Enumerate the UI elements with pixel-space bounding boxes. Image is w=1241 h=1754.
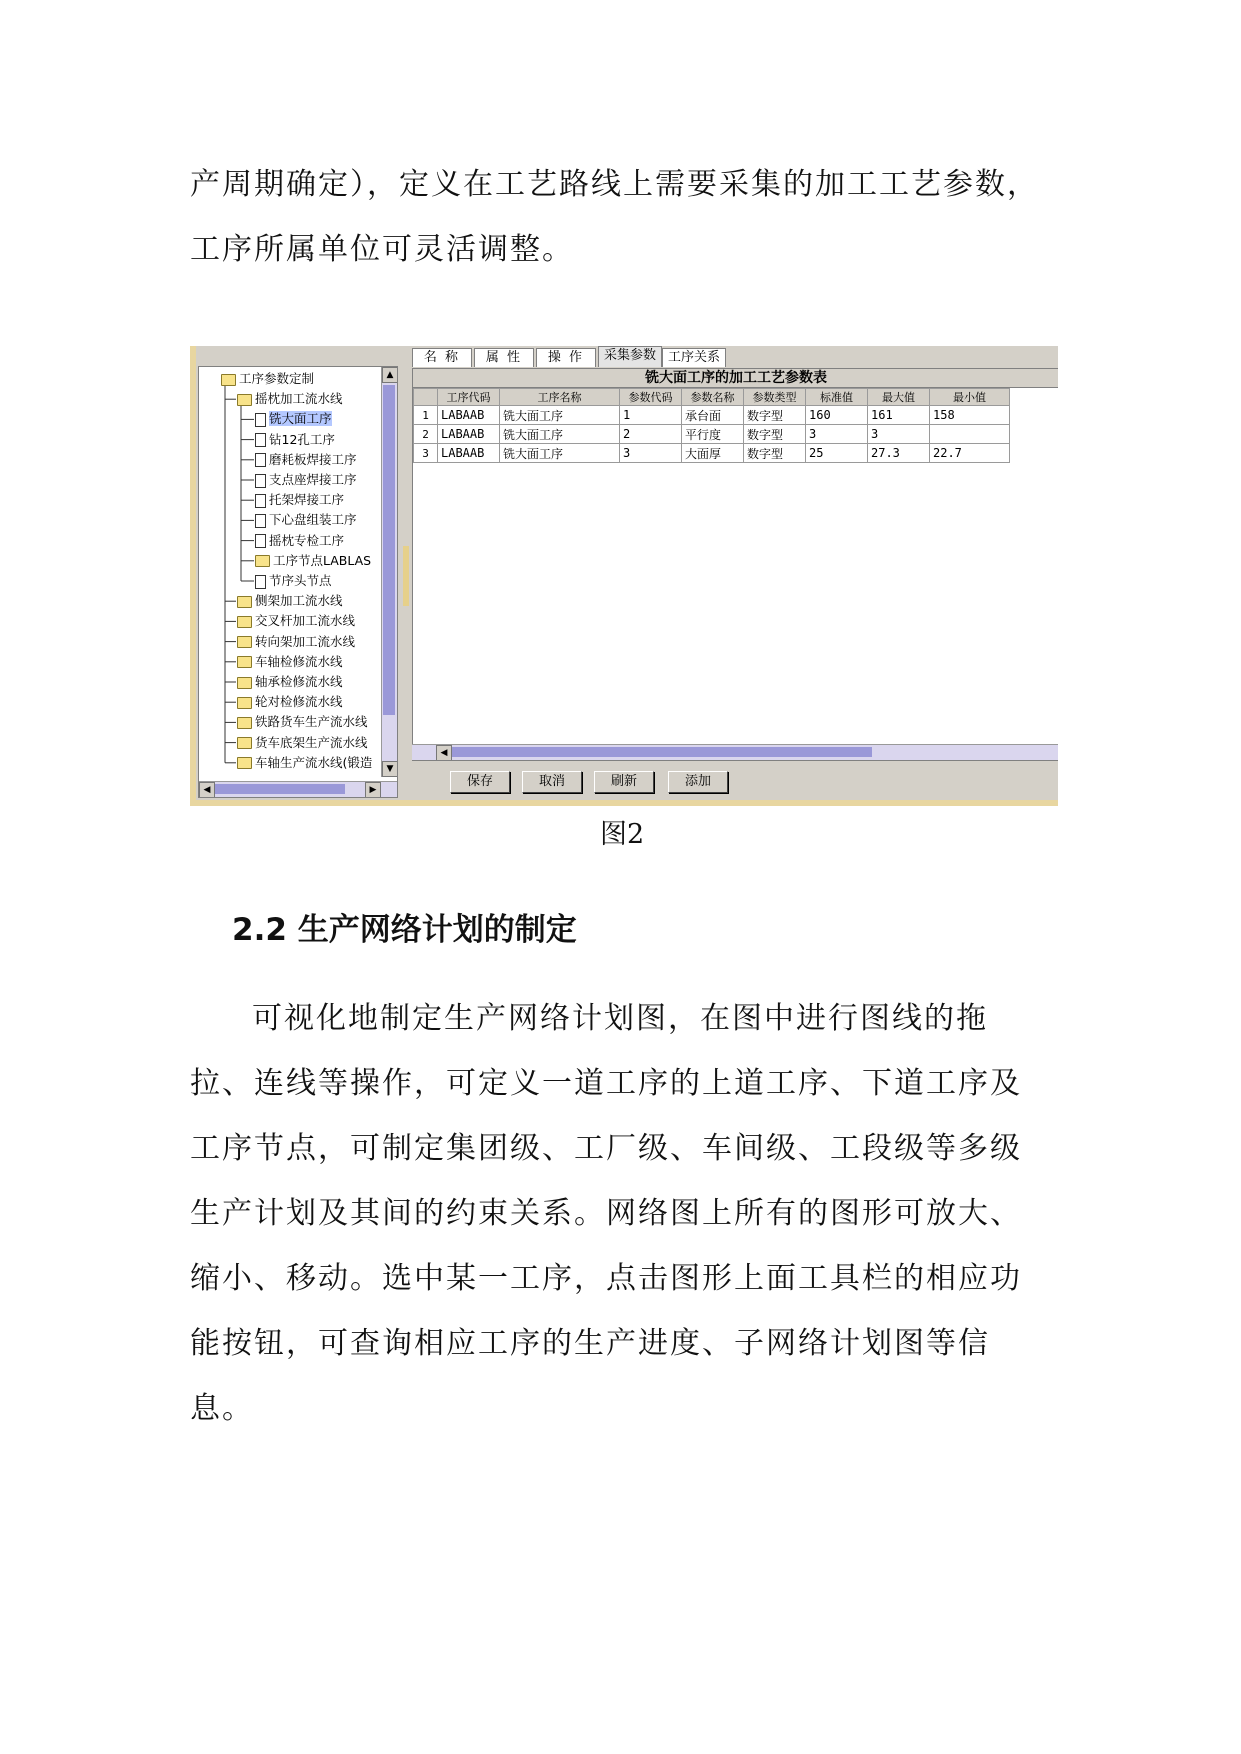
- tree-item-label: 摇枕加工流水线: [255, 391, 343, 407]
- tree-item-label: 转向架加工流水线: [255, 633, 356, 649]
- folder-icon: [221, 374, 236, 386]
- table-cell[interactable]: 铣大面工序: [500, 406, 620, 425]
- table-cell[interactable]: 25: [806, 444, 868, 463]
- grid-column-header[interactable]: 工序代码: [438, 389, 500, 406]
- table-cell[interactable]: 铣大面工序: [500, 425, 620, 444]
- tree-item-label: 侧架加工流水线: [255, 593, 343, 609]
- table-row[interactable]: [414, 425, 1010, 444]
- tree-item[interactable]: [237, 712, 368, 732]
- figure-caption: 图2: [600, 819, 645, 850]
- splitter-grip[interactable]: [403, 546, 409, 606]
- tree-item[interactable]: [255, 490, 344, 510]
- section-heading: 2.2 生产网络计划的制定: [232, 912, 577, 948]
- params-grid: [412, 368, 1058, 762]
- tree-item[interactable]: [237, 652, 343, 672]
- document-icon: [255, 514, 266, 528]
- tree-item[interactable]: [255, 571, 332, 591]
- scroll-right-icon[interactable]: ▶: [365, 782, 381, 798]
- screenshot-figure: [190, 346, 1058, 806]
- tree-item[interactable]: [255, 450, 357, 470]
- row-number: 2: [414, 425, 438, 444]
- tree-item-label: 钻12孔工序: [269, 431, 335, 447]
- table-cell[interactable]: 3: [868, 425, 930, 444]
- tree-item[interactable]: [237, 733, 368, 753]
- tree-item-label: 磨耗板焊接工序: [269, 451, 357, 467]
- tree-item[interactable]: [221, 369, 314, 389]
- grid-column-header[interactable]: 最大值: [868, 389, 930, 406]
- folder-icon: [237, 394, 252, 406]
- tree-item-label: 货车底架生产流水线: [255, 734, 368, 750]
- grid-column-header[interactable]: 工序名称: [500, 389, 620, 406]
- params-table: [413, 388, 1010, 463]
- tab-operation[interactable]: 操 作: [536, 348, 596, 367]
- tree-item[interactable]: [255, 510, 357, 530]
- add-button[interactable]: 添加: [668, 771, 728, 793]
- folder-icon: [237, 616, 252, 628]
- tree-item[interactable]: [237, 611, 355, 631]
- tree-item[interactable]: [255, 430, 335, 450]
- table-cell[interactable]: 数字型: [744, 444, 806, 463]
- button-bar: [412, 760, 1058, 801]
- table-cell[interactable]: LABAAB: [438, 425, 500, 444]
- tree-item-label: 下心盘组装工序: [269, 512, 357, 528]
- row-number: 1: [414, 406, 438, 425]
- tree-item[interactable]: [255, 409, 332, 429]
- table-cell[interactable]: 承台面: [682, 406, 744, 425]
- table-cell[interactable]: 27.3: [868, 444, 930, 463]
- table-cell[interactable]: 3: [620, 444, 682, 463]
- folder-icon: [237, 677, 252, 689]
- table-cell[interactable]: LABAAB: [438, 406, 500, 425]
- tree-item-label: 车轴检修流水线: [255, 653, 343, 669]
- scroll-up-icon[interactable]: ▲: [382, 367, 398, 383]
- tree-item[interactable]: [237, 692, 343, 712]
- document-icon: [255, 413, 266, 427]
- folder-icon: [237, 737, 252, 749]
- folder-icon: [237, 656, 252, 668]
- tree-item-label: 轮对检修流水线: [255, 694, 343, 710]
- tree-horizontal-scrollbar[interactable]: [199, 781, 397, 797]
- grid-column-header[interactable]: 参数类型: [744, 389, 806, 406]
- tree-vertical-scrollbar[interactable]: [381, 367, 397, 777]
- document-icon: [255, 474, 266, 488]
- document-icon: [255, 575, 266, 589]
- tab-collect-params[interactable]: 采集参数: [598, 346, 662, 367]
- scroll-down-icon[interactable]: ▼: [382, 761, 398, 777]
- table-cell[interactable]: LABAAB: [438, 444, 500, 463]
- tree-item-label: 托架焊接工序: [269, 492, 345, 508]
- grid-title: 铣大面工序的加工工艺参数表: [413, 369, 1058, 388]
- table-cell[interactable]: [930, 425, 1010, 444]
- table-cell[interactable]: 160: [806, 406, 868, 425]
- table-cell[interactable]: 2: [620, 425, 682, 444]
- grid-scroll-thumb[interactable]: [452, 747, 872, 757]
- tree-item[interactable]: [237, 672, 343, 692]
- tree-item-label: 铣大面工序: [269, 411, 332, 427]
- folder-icon: [237, 717, 252, 729]
- grid-column-header[interactable]: 标准值: [806, 389, 868, 406]
- tree-item-label: 支点座焊接工序: [269, 472, 357, 487]
- grid-column-header[interactable]: 最小值: [930, 389, 1010, 406]
- grid-horizontal-scrollbar[interactable]: [412, 744, 1058, 760]
- table-cell[interactable]: 大面厚: [682, 444, 744, 463]
- tree-item-label: 铁路货车生产流水线: [255, 714, 368, 730]
- grid-scroll-left-icon[interactable]: ◀: [436, 745, 452, 761]
- tree-item[interactable]: [237, 632, 355, 652]
- grid-column-header[interactable]: 参数名称: [682, 389, 744, 406]
- table-cell[interactable]: 1: [620, 406, 682, 425]
- table-cell[interactable]: 161: [868, 406, 930, 425]
- table-cell[interactable]: 铣大面工序: [500, 444, 620, 463]
- grid-column-header[interactable]: [414, 389, 438, 406]
- figure-bottom-edge: [190, 800, 1058, 806]
- table-cell[interactable]: 22.7: [930, 444, 1010, 463]
- folder-icon: [237, 596, 252, 608]
- tab-name[interactable]: 名 称: [412, 348, 472, 367]
- process-tree[interactable]: [198, 366, 398, 798]
- tree-item-label: 工序节点LABLAS: [273, 552, 372, 568]
- folder-icon: [237, 636, 252, 648]
- tree-item-label: 摇枕专检工序: [269, 532, 345, 548]
- figure-left-edge: [190, 346, 196, 806]
- tab-attributes[interactable]: 属 性: [474, 348, 534, 367]
- folder-icon: [237, 757, 252, 769]
- paragraph-network-plan: 可视化地制定生产网络计划图，在图中进行图线的拖拉、连线等操作，可定义一道工序的上道工序、下道工序及工序节点，可制定集团级、工厂级、车间级、工段级等多级生产计划及其间的约束关系。网络图上所有的图形可放大、缩小、移动。选中某一工序，点击图形上面工具栏的相应功能按钮，可查询相应工序的生产进度、子网络计划图等信息。: [190, 1001, 1022, 1426]
- table-row[interactable]: [414, 406, 1010, 425]
- tree-item-label: 节序头节点: [269, 573, 332, 588]
- tree-item-label: 车轴生产流水线(锻造: [255, 754, 373, 770]
- tree-item[interactable]: [255, 470, 357, 490]
- document-icon: [255, 534, 266, 548]
- table-cell[interactable]: 3: [806, 425, 868, 444]
- save-button[interactable]: 保存: [450, 771, 510, 793]
- grid-column-header[interactable]: 参数代码: [620, 389, 682, 406]
- document-icon: [255, 453, 266, 467]
- tree-item[interactable]: [237, 591, 343, 611]
- table-row[interactable]: [414, 444, 1010, 463]
- table-cell[interactable]: 数字型: [744, 406, 806, 425]
- scroll-left-icon[interactable]: ◀: [199, 782, 215, 798]
- tree-item[interactable]: [255, 531, 344, 551]
- tree-item-label: 交叉杆加工流水线: [255, 613, 356, 629]
- tree-item[interactable]: [255, 551, 371, 571]
- refresh-button[interactable]: 刷新: [594, 771, 654, 793]
- tree-item-label: 工序参数定制: [239, 371, 315, 386]
- tab-process-relations[interactable]: 工序关系: [662, 348, 726, 367]
- tree-item[interactable]: [237, 753, 372, 773]
- document-icon: [255, 433, 266, 447]
- folder-icon: [237, 697, 252, 709]
- table-cell[interactable]: 158: [930, 406, 1010, 425]
- row-number: 3: [414, 444, 438, 463]
- tree-item-label: 轴承检修流水线: [255, 674, 343, 689]
- tree-scroll-thumb[interactable]: [383, 385, 395, 715]
- cancel-button[interactable]: 取消: [522, 771, 582, 793]
- paragraph-intro: 产周期确定），定义在工艺路线上需要采集的加工工艺参数，工序所属单位可灵活调整。: [190, 167, 1039, 267]
- document-icon: [255, 494, 266, 508]
- tree-hscroll-thumb[interactable]: [215, 784, 345, 794]
- pane-splitter[interactable]: [403, 346, 409, 806]
- table-cell[interactable]: 平行度: [682, 425, 744, 444]
- table-cell[interactable]: 数字型: [744, 425, 806, 444]
- tree-item[interactable]: [237, 389, 343, 409]
- folder-icon: [255, 555, 270, 567]
